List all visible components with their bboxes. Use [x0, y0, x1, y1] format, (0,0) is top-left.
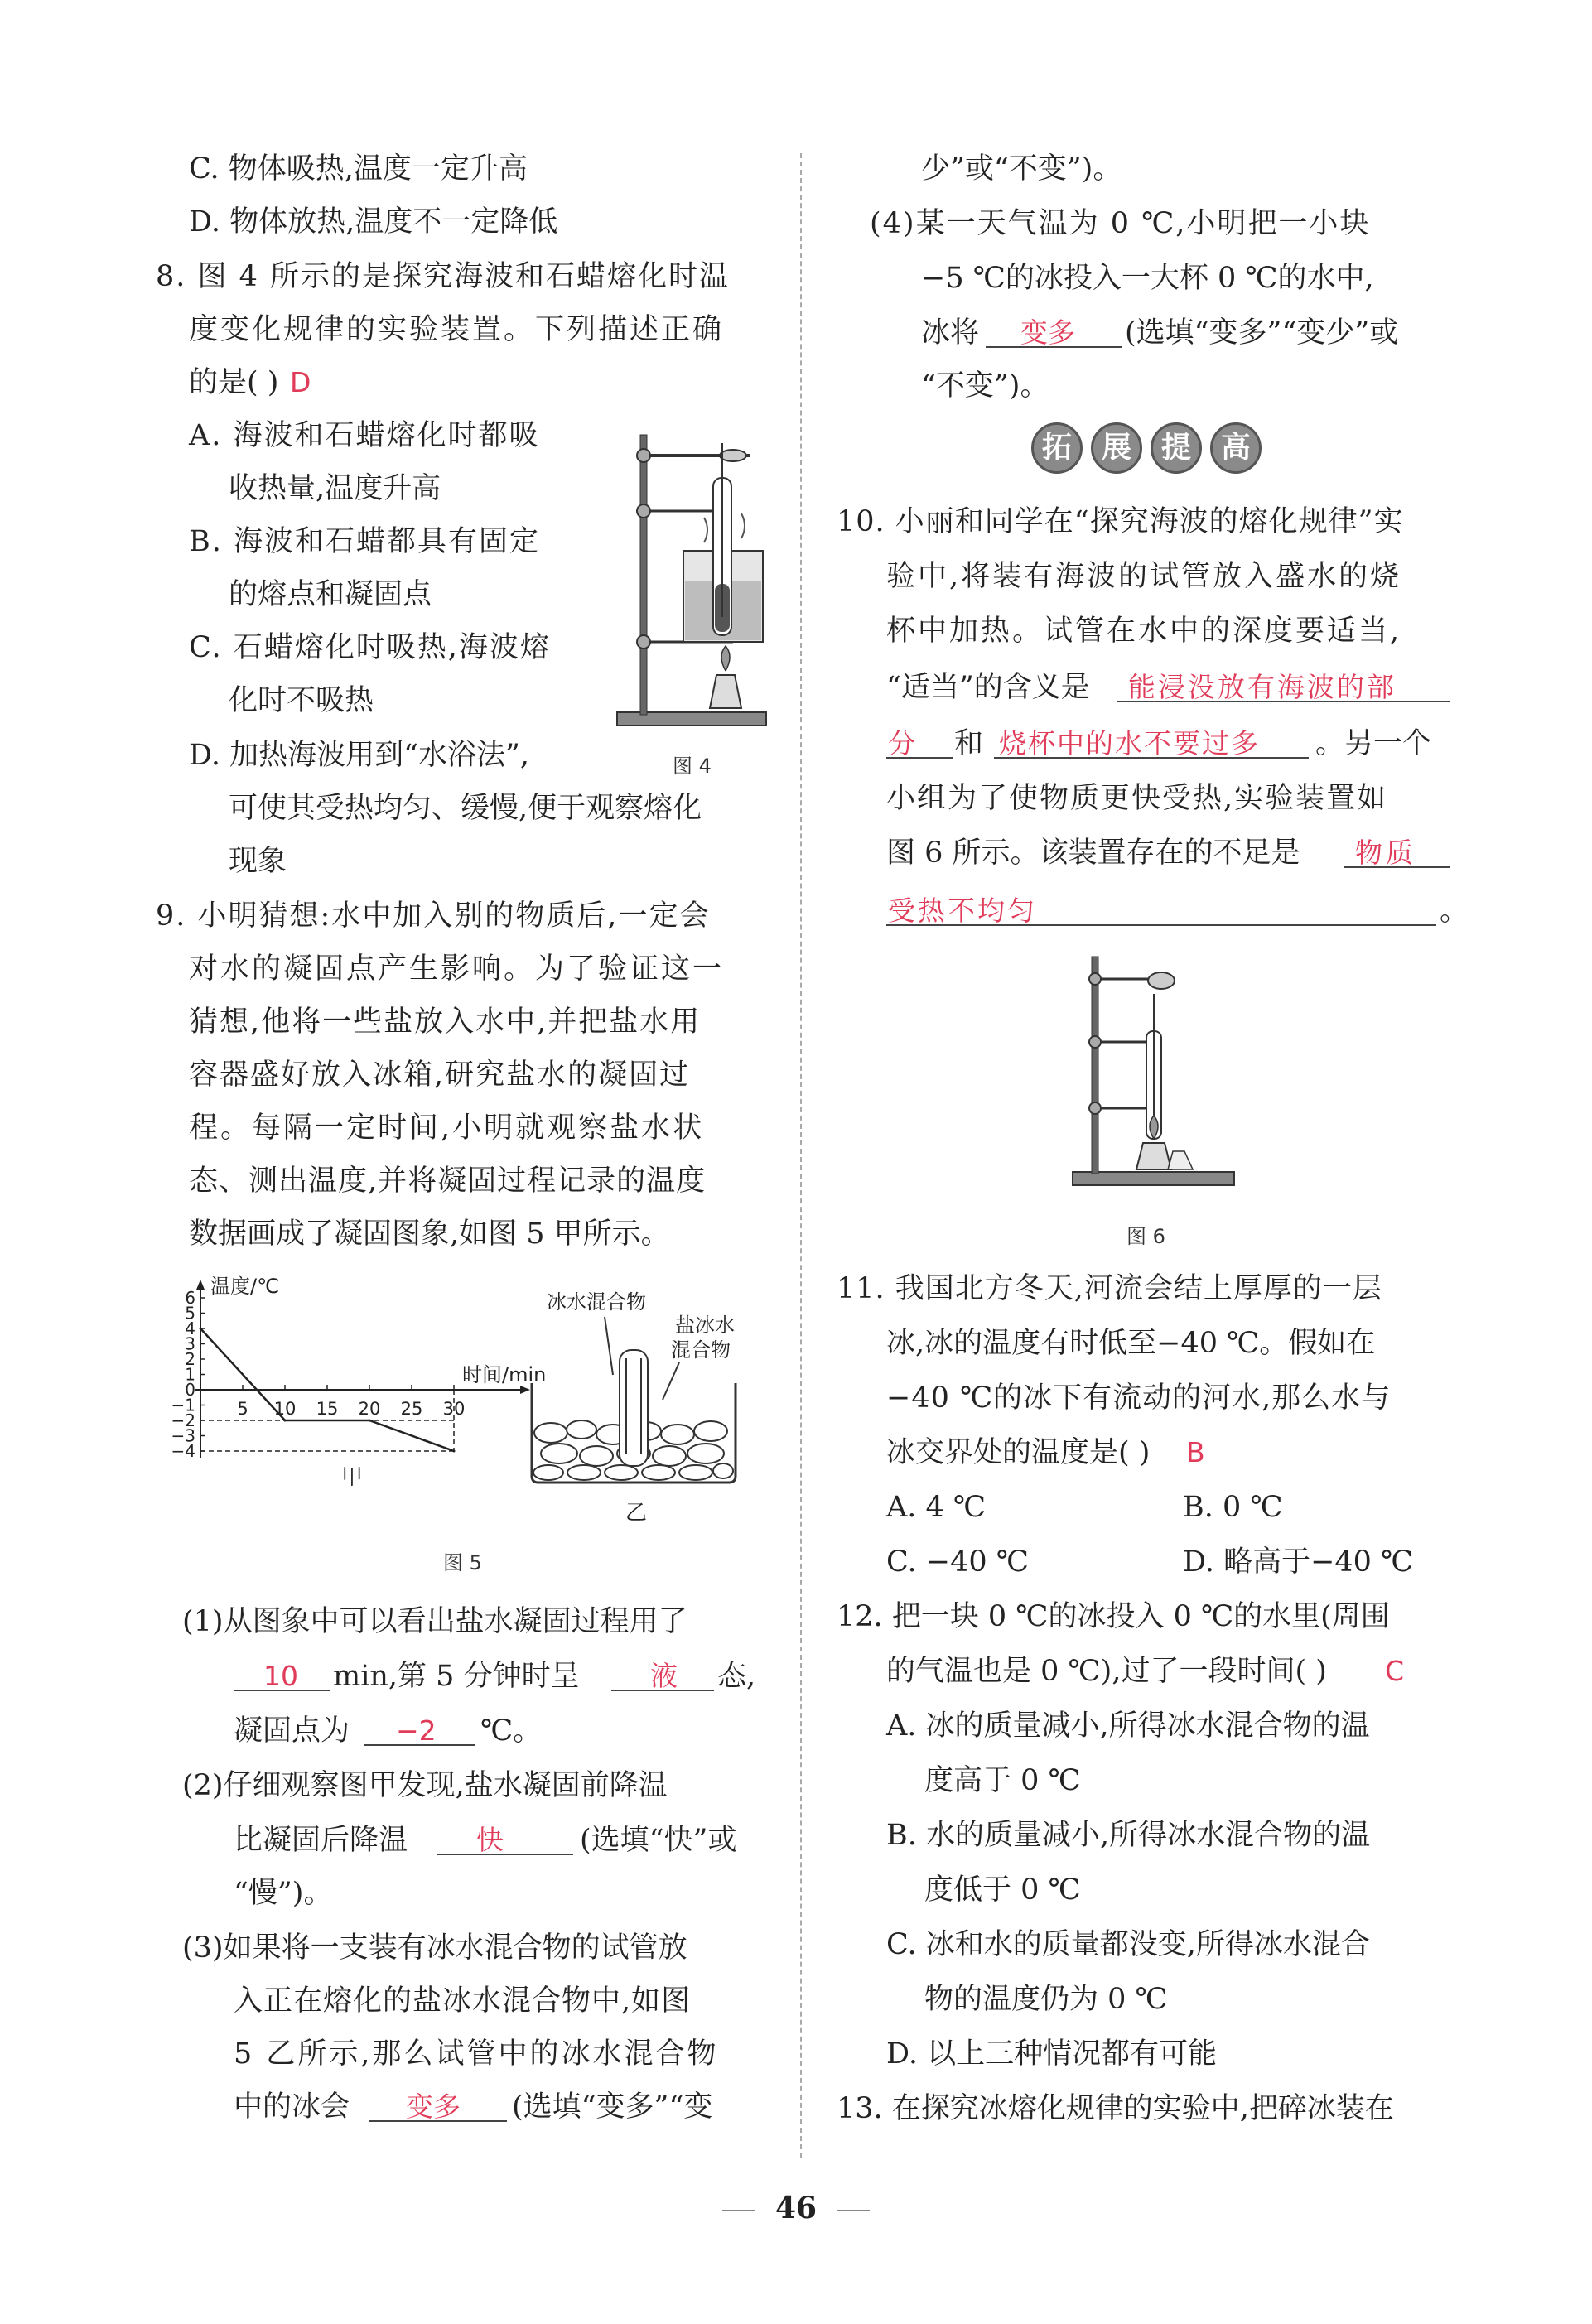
q10-stem-8: 。: [1440, 894, 1469, 928]
q11-stem-4: 冰交界处的温度是( ): [886, 1436, 1151, 1469]
q11-option-d: D. 略高于−40 ℃: [1183, 1545, 1414, 1579]
series-point: [284, 1420, 287, 1422]
q9-stem-4: 容器盛好放入冰箱,研究盐水的凝固过: [189, 1058, 691, 1092]
q12-option-b-2: 度低于 0 ℃: [924, 1873, 1081, 1907]
q8-option-c-2: 化时不吸热: [229, 684, 374, 717]
q9-part1-answer-c: −2: [396, 1714, 437, 1747]
q9-part3-cont: 少”或“不变”)。: [921, 152, 1122, 186]
q9-part4-stem-3a: 冰将: [921, 316, 980, 350]
q10-answer-c1: 物质: [1355, 837, 1416, 869]
q9-part2-answer: 快: [476, 1824, 504, 1856]
q8-option-d-2: 可使其受热均匀、缓慢,便于观察熔化: [229, 792, 702, 825]
q8-stem-3: 的是( ): [189, 366, 279, 399]
x-axis-label: 时间/min: [462, 1363, 547, 1386]
q9-part3-stem-2: 入正在熔化的盐冰水混合物中,如图: [234, 1984, 692, 2018]
x-tick-label: 5: [237, 1399, 248, 1419]
q12-stem-1: 12. 把一块 0 ℃的冰投入 0 ℃的水里(周围: [837, 1600, 1390, 1633]
banner-char-2: 展: [1091, 422, 1142, 474]
q11-stem-1: 11. 我国北方冬天,河流会结上厚厚的一层: [837, 1272, 1382, 1305]
series-point: [369, 1420, 371, 1422]
q10-stem-4a: “适当”的含义是: [886, 671, 1090, 704]
figure-4-caption: 图 4: [673, 755, 712, 778]
fig5b-sub-caption: 乙: [625, 1501, 648, 1526]
q9-part3-stem-1: (3)如果将一支装有冰水混合物的试管放: [182, 1931, 687, 1965]
q9-stem-5: 程。每隔一定时间,小明就观察盐水状: [189, 1111, 705, 1145]
q9-part4-stem-2: −5 ℃的冰投入一大杯 0 ℃的水中,: [921, 262, 1374, 295]
y-tick-label: 1: [185, 1364, 195, 1385]
y-tick-label: 0: [185, 1380, 195, 1400]
q11-option-a: A. 4 ℃: [886, 1491, 987, 1524]
q9-part1-line2b: 态,: [717, 1660, 756, 1693]
q9-part2-line2b: (选填“快”或: [580, 1824, 737, 1857]
chart-sub-caption: 甲: [340, 1465, 364, 1490]
figure-6-apparatus: [1069, 952, 1242, 1193]
x-tick-label: 15: [316, 1399, 339, 1419]
q10-stem-2: 验中,将装有海波的试管放入盛水的烧: [886, 560, 1402, 593]
q8-answer: D: [290, 366, 311, 398]
y-axis-arrow: [196, 1280, 205, 1290]
y-tick-label: 2: [185, 1349, 195, 1369]
column-divider: [800, 153, 802, 2158]
figure-5-caption: 图 5: [443, 1551, 482, 1574]
y-tick-label: 4: [185, 1319, 195, 1338]
x-tick-label: 30: [442, 1399, 466, 1419]
q10-answer-a1: 能浸没放有海波的部: [1128, 671, 1397, 703]
q7-option-d: D. 物体放热,温度不一定降低: [189, 205, 558, 239]
page-number-value: 46: [774, 2191, 818, 2225]
q9-part1-line3a: 凝固点为: [234, 1714, 350, 1748]
q9-stem-2: 对水的凝固点产生影响。为了验证这一: [189, 952, 725, 986]
banner-char-4: 高: [1210, 422, 1262, 474]
q9-part2-line2a: 比凝固后降温: [234, 1824, 408, 1857]
y-tick-label: 6: [185, 1288, 195, 1308]
page-number: [0, 2191, 1592, 2225]
q8-option-d-1: D. 加热海波用到“水浴法”,: [189, 739, 529, 772]
q9-part4-stem-1: (4)某一天气温为 0 ℃,小明把一小块: [870, 207, 1371, 240]
q8-option-c-1: C. 石蜡熔化时吸热,海波熔: [189, 631, 551, 664]
q11-stem-3: −40 ℃的冰下有流动的河水,那么水与: [886, 1381, 1392, 1415]
q12-option-b-1: B. 水的质量减小,所得冰水混合物的温: [886, 1819, 1371, 1852]
y-tick-label: −4: [171, 1441, 195, 1461]
q9-part3-answer: 变多: [406, 2090, 461, 2123]
banner-char-1: 拓: [1031, 422, 1083, 474]
banner-char-3: 提: [1151, 422, 1202, 474]
q9-part1-stem: (1)从图象中可以看出盐水凝固过程用了: [182, 1605, 687, 1638]
q7-option-c: C. 物体吸热,温度一定升高: [189, 152, 528, 186]
q9-stem-1: 9. 小明猜想:水中加入别的物质后,一定会: [156, 899, 711, 933]
y-tick-label: 3: [185, 1333, 195, 1354]
q8-option-d-3: 现象: [229, 845, 287, 878]
page-number-dash-right: [837, 2210, 870, 2211]
q9-part2-blank: [437, 1854, 573, 1855]
q10-answer-a2: 分: [888, 727, 915, 759]
q8-option-b-1: B. 海波和石蜡都具有固定: [189, 525, 540, 558]
q12-option-c-2: 物的温度仍为 0 ℃: [924, 1983, 1168, 2016]
y-axis-label: 温度/℃: [210, 1275, 280, 1298]
q8-stem-2: 度变化规律的实验装置。下列描述正确: [189, 313, 725, 346]
q8-option-a-1: A. 海波和石蜡熔化时都吸: [189, 419, 540, 452]
q8-option-b-2: 的熔点和凝固点: [229, 578, 432, 611]
page-number-dash-left: [722, 2210, 755, 2211]
y-tick-label: −2: [171, 1410, 195, 1430]
q8-option-a-2: 收热量,温度升高: [229, 472, 441, 505]
q9-part4-stem-3b: (选填“变多”“变少”或: [1125, 316, 1399, 350]
q9-part4-answer: 变多: [1020, 316, 1075, 349]
section-banner-extension: [1031, 422, 1271, 477]
y-tick-label: −3: [171, 1425, 195, 1446]
x-tick-label: 20: [358, 1399, 381, 1419]
q9-part4-stem-4: “不变”)。: [921, 369, 1049, 403]
q9-part1-answer-b: 液: [650, 1660, 678, 1692]
q10-stem-1: 10. 小丽和同学在“探究海波的熔化规律”实: [837, 505, 1404, 538]
y-tick-label: 5: [185, 1303, 195, 1324]
q9-stem-6: 态、测出温度,并将凝固过程记录的温度: [189, 1164, 707, 1198]
q9-part1-answer-a: 10: [263, 1660, 298, 1692]
q9-part3-stem-3: 5 乙所示,那么试管中的冰水混合物: [234, 2037, 719, 2071]
q10-stem-7a: 图 6 所示。该装置存在的不足是: [886, 837, 1300, 870]
q9-stem-7: 数据画成了凝固图象,如图 5 甲所示。: [189, 1217, 670, 1251]
q12-option-d: D. 以上三种情况都有可能: [886, 2037, 1218, 2071]
q10-answer-c2: 受热不均匀: [888, 894, 1037, 927]
fig5b-label-side-2: 混合物: [671, 1338, 731, 1362]
q12-stem-2: 的气温也是 0 ℃),过了一段时间( ): [886, 1655, 1327, 1688]
q11-answer: B: [1186, 1436, 1205, 1468]
figure-4-apparatus: [609, 418, 774, 733]
figure-5-beaker: [522, 1284, 787, 1532]
q12-option-a-2: 度高于 0 ℃: [924, 1764, 1081, 1797]
q12-option-a-1: A. 冰的质量减小,所得冰水混合物的温: [886, 1709, 1370, 1743]
q9-stem-3: 猜想,他将一些盐放入水中,并把盐水用: [189, 1005, 702, 1039]
x-tick-label: 25: [400, 1399, 423, 1419]
q10-stem-3: 杯中加热。试管在水中的深度要适当,: [886, 615, 1402, 648]
q12-option-c-1: C. 冰和水的质量都没变,所得冰水混合: [886, 1928, 1370, 1961]
q10-answer-b: 烧杯中的水不要过多: [999, 727, 1260, 759]
q9-part2-stem: (2)仔细观察图甲发现,盐水凝固前降温: [182, 1769, 668, 1802]
q10-stem-5b: 。另一个: [1315, 727, 1432, 760]
series-point: [200, 1328, 202, 1330]
q9-part1-line3b: ℃。: [480, 1714, 543, 1748]
figure-5-chart: [166, 1267, 547, 1532]
fig5b-label-top: 冰水混合物: [547, 1290, 646, 1314]
q13-stem-1: 13. 在探究冰熔化规律的实验中,把碎冰装在: [837, 2092, 1394, 2125]
q11-option-b: B. 0 ℃: [1183, 1491, 1283, 1524]
q9-part3-stem-4b: (选填“变多”“变: [512, 2090, 713, 2124]
fig5b-label-side-1: 盐冰水: [675, 1314, 735, 1337]
x-tick-label: 10: [273, 1399, 297, 1419]
q11-stem-2: 冰,冰的温度有时低至−40 ℃。假如在: [886, 1327, 1376, 1360]
q11-option-c: C. −40 ℃: [886, 1545, 1029, 1579]
series-point: [453, 1450, 456, 1453]
q12-answer: C: [1385, 1655, 1405, 1687]
figure-6-caption: 图 6: [1126, 1225, 1165, 1248]
q9-part2-line3: “慢”)。: [234, 1877, 333, 1910]
q8-stem-1: 8. 图 4 所示的是探究海波和石蜡熔化时温: [156, 260, 731, 293]
q10-stem-5a: 和: [954, 727, 984, 760]
y-tick-label: −1: [171, 1395, 195, 1415]
q10-stem-6: 小组为了使物质更快受热,实验装置如: [886, 782, 1388, 815]
q9-part3-stem-4a: 中的冰会: [234, 2090, 350, 2124]
q9-part1-line2a: min,第 5 分钟时呈: [333, 1660, 580, 1693]
